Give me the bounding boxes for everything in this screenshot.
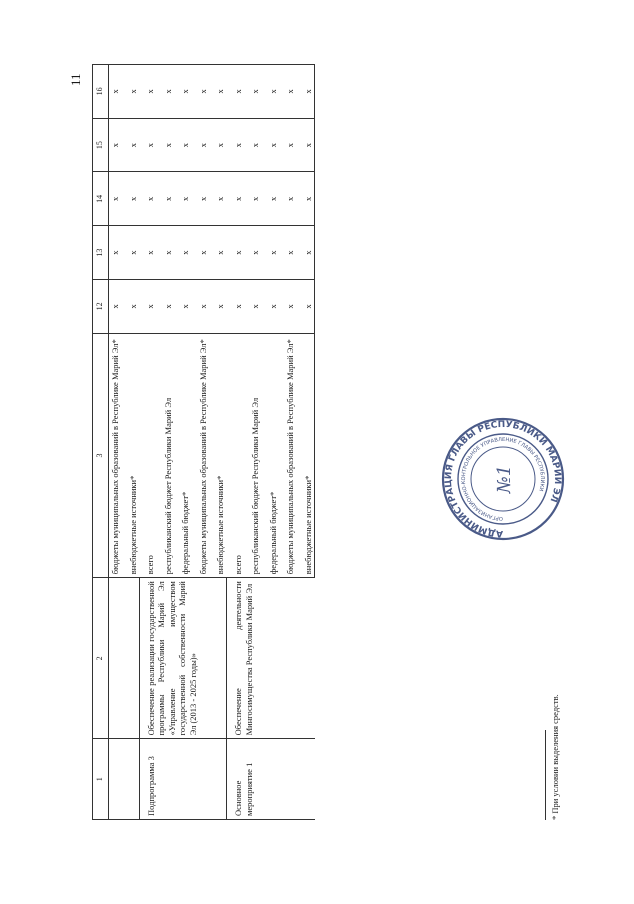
value-cell: x (227, 172, 245, 226)
value-cell: x (109, 118, 122, 172)
column-header: 14 (93, 172, 109, 226)
table-row (227, 65, 245, 820)
column-header: 2 (93, 578, 109, 739)
value-cell: x (109, 226, 122, 280)
value-cell: x (279, 226, 297, 280)
footnote-divider (545, 730, 546, 820)
value-cell: x (157, 118, 175, 172)
value-cell: x (157, 172, 175, 226)
column-header: 1 (93, 739, 109, 820)
measure-title: Обеспечение деятельности Мингосимущества Республики Марий Эл (227, 578, 315, 739)
empty-cell (122, 739, 140, 820)
stamp-outer-text: АДМИНИСТРАЦИЯ ГЛАВЫ РЕСПУБЛИКИ МАРИЙ ЭЛ (443, 419, 563, 539)
value-cell: x (157, 226, 175, 280)
empty-cell (109, 578, 122, 739)
value-cell: x (279, 172, 297, 226)
source-cell: бюджеты муниципальных образований в Республике Марий Эл* (279, 333, 297, 578)
source-cell: внебюджетные источники* (209, 333, 227, 578)
subprogram-code: Подпрограмма 3 (139, 739, 227, 820)
value-cell: x (174, 279, 192, 333)
value-cell: x (139, 118, 157, 172)
value-cell: x (244, 226, 262, 280)
column-header: 15 (93, 118, 109, 172)
value-cell: x (122, 279, 140, 333)
value-cell: x (174, 65, 192, 119)
value-cell: x (297, 118, 315, 172)
value-cell: x (209, 118, 227, 172)
value-cell: x (157, 65, 175, 119)
source-cell: внебюджетные источники* (297, 333, 315, 578)
source-cell: республиканский бюджет Республики Марий Эл (157, 333, 175, 578)
value-cell: x (109, 279, 122, 333)
table-row (139, 65, 157, 820)
funding-table (92, 64, 315, 820)
value-cell: x (244, 65, 262, 119)
value-cell: x (192, 226, 210, 280)
source-cell: всего (227, 333, 245, 578)
value-cell: x (122, 118, 140, 172)
value-cell: x (297, 279, 315, 333)
column-header: 16 (93, 65, 109, 119)
value-cell: x (139, 226, 157, 280)
stamp-center-number: №1 (494, 464, 515, 494)
stamp-inner-text: ОРГАНИЗАЦИОННО-КОНТРОЛЬНОЕ УПРАВЛЕНИЕ ГЛАВЫ РЕСПУБЛИКИ (460, 436, 546, 522)
value-cell: x (174, 118, 192, 172)
value-cell: x (227, 279, 245, 333)
value-cell: x (262, 226, 280, 280)
value-cell: x (262, 65, 280, 119)
measure-code: Основное мероприятие 1 (227, 739, 315, 820)
value-cell: x (192, 118, 210, 172)
source-cell: федеральный бюджет* (174, 333, 192, 578)
value-cell: x (209, 279, 227, 333)
value-cell: x (109, 65, 122, 119)
value-cell: x (139, 172, 157, 226)
table-row (109, 65, 122, 820)
value-cell: x (122, 172, 140, 226)
value-cell: x (192, 65, 210, 119)
empty-cell (122, 578, 140, 739)
value-cell: x (297, 65, 315, 119)
value-cell: x (227, 118, 245, 172)
value-cell: x (279, 65, 297, 119)
value-cell: x (227, 65, 245, 119)
header-row (93, 65, 109, 820)
value-cell: x (209, 172, 227, 226)
source-cell: бюджеты муниципальных образований в Республике Марий Эл* (109, 333, 122, 578)
value-cell: x (174, 226, 192, 280)
value-cell: x (297, 172, 315, 226)
source-cell: федеральный бюджет* (262, 333, 280, 578)
subprogram-title: Обеспечение реализации государственной программы Республики Марий Эл «Управление имуществом государственной собственности Марий Эл (2013 - 2025 годы)» (139, 578, 227, 739)
value-cell: x (227, 226, 245, 280)
source-cell: внебюджетные источники* (122, 333, 140, 578)
column-header: 13 (93, 226, 109, 280)
empty-cell (109, 739, 122, 820)
value-cell: x (174, 172, 192, 226)
value-cell: x (139, 279, 157, 333)
value-cell: x (262, 172, 280, 226)
source-cell: всего (139, 333, 157, 578)
value-cell: x (122, 65, 140, 119)
value-cell: x (139, 65, 157, 119)
table-row (122, 65, 140, 820)
value-cell: x (192, 279, 210, 333)
value-cell: x (209, 226, 227, 280)
value-cell: x (297, 226, 315, 280)
value-cell: x (109, 172, 122, 226)
value-cell: x (279, 118, 297, 172)
official-seal-stamp (440, 416, 566, 542)
value-cell: x (192, 172, 210, 226)
value-cell: x (122, 226, 140, 280)
value-cell: x (157, 279, 175, 333)
footnote: * При условии выделения средств. (550, 694, 560, 820)
column-header: 12 (93, 279, 109, 333)
column-header: 3 (93, 333, 109, 578)
page-number: 11 (68, 73, 83, 86)
value-cell: x (262, 279, 280, 333)
value-cell: x (244, 279, 262, 333)
value-cell: x (209, 65, 227, 119)
value-cell: x (262, 118, 280, 172)
source-cell: бюджеты муниципальных образований в Республике Марий Эл* (192, 333, 210, 578)
value-cell: x (244, 118, 262, 172)
value-cell: x (244, 172, 262, 226)
source-cell: республиканский бюджет Республики Марий Эл (244, 333, 262, 578)
value-cell: x (279, 279, 297, 333)
